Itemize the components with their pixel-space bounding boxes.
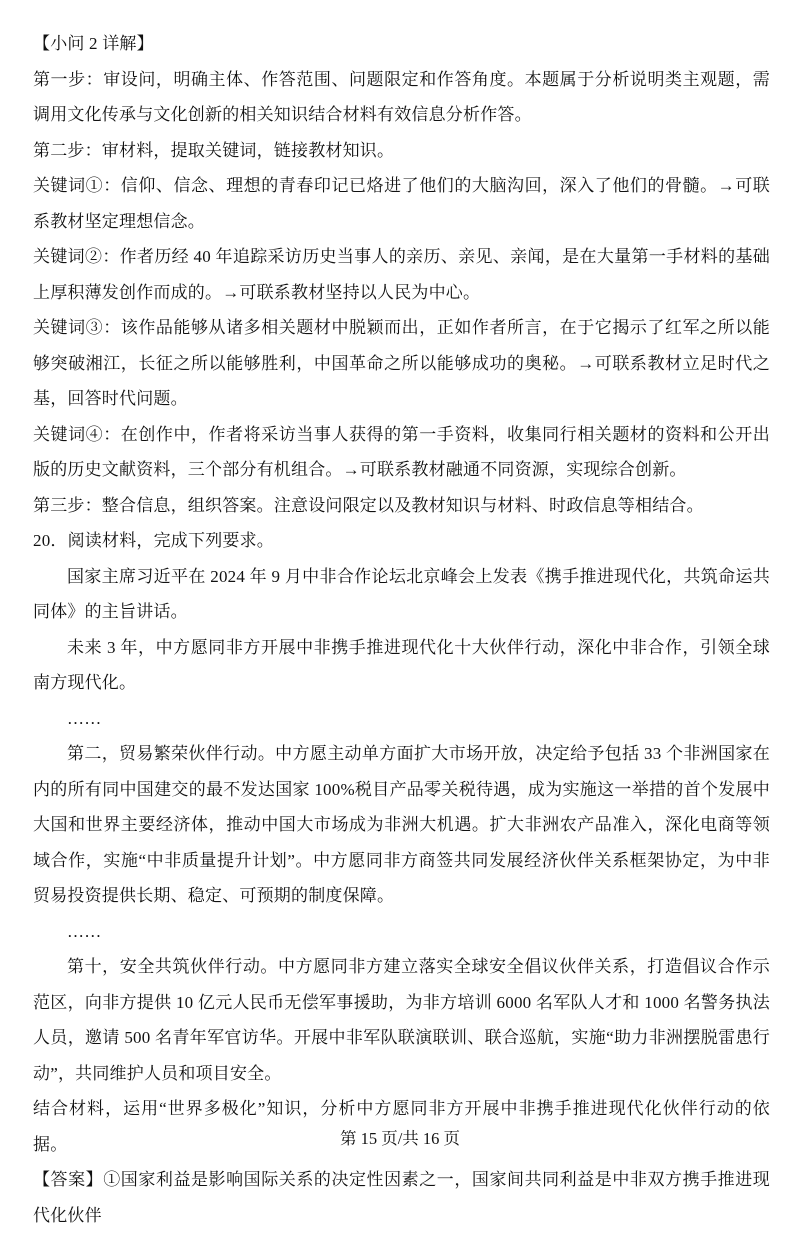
ellipsis-2: …… — [67, 921, 102, 941]
keyword4-paragraph: 关键词④：在创作中，作者将采访当事人获得的第一手资料，收集同行相关题材的资料和公开出版的历史文献资料，三个部分有机组合。→可联系教材融通不同资源，实现综合创新。 — [33, 424, 770, 479]
material-future-plan-paragraph: 未来 3 年，中方愿同非方开展中非携手推进现代化十大伙伴行动，深化中非合作，引领全球南方现代化。 — [33, 637, 770, 692]
step2-paragraph: 第二步：审材料，提取关键词，链接教材知识。 — [33, 140, 395, 160]
page-number: 第 15 页/共 16 页 — [339, 1129, 461, 1148]
material-intro-paragraph: 国家主席习近平在 2024 年 9 月中非合作论坛北京峰会上发表《携手推进现代化，共筑命运共同体》的主旨讲话。 — [33, 566, 770, 621]
step3-paragraph: 第三步：整合信息，组织答案。注意设问限定以及教材知识与材料、时政信息等相结合。 — [33, 495, 704, 515]
step1-paragraph: 第一步：审设问，明确主体、作答范围、问题限定和作答角度。本题属于分析说明类主观题，需调用文化传承与文化创新的相关知识结合材料有效信息分析作答。 — [33, 69, 770, 124]
question-20-stem: 20．阅读材料，完成下列要求。 — [33, 531, 274, 550]
keyword1-paragraph: 关键词①：信仰、信念、理想的青春印记已烙进了他们的大脑沟回，深入了他们的骨髓。→可联系教材坚定理想信念。 — [33, 176, 770, 231]
keyword2-paragraph: 关键词②：作者历经 40 年追踪采访历史当事人的亲历、亲见、亲闻，是在大量第一手材料的基础上厚积薄发创作而成的。→可联系教材坚持以人民为中心。 — [33, 247, 770, 302]
subquestion-2-heading: 【小问 2 详解】 — [33, 34, 154, 53]
document-content — [33, 26, 770, 1233]
question-requirement-paragraph: 结合材料，运用“世界多极化”知识，分析中方愿同非方开展中非携手推进现代化伙伴行动的依据。 — [33, 1099, 770, 1154]
material-security-partnership-paragraph: 第十，安全共筑伙伴行动。中方愿同非方建立落实全球安全倡议伙伴关系，打造倡议合作示范区，向非方提供 10 亿元人民币无偿军事援助，为非方培训 6000 名军队人才和 1000 名警务执法人员，邀请 500 名青年军官访华。开展中非军队联演联训、联合巡航，实施“助力非洲摆脱雷患行动”，共同维护人员和项目安全。 — [33, 957, 770, 1083]
material-trade-partnership-paragraph: 第二，贸易繁荣伙伴行动。中方愿主动单方面扩大市场开放，决定给予包括 33 个非洲国家在内的所有同中国建交的最不发达国家 100%税目产品零关税待遇，成为实施这一举措的首个发展中大国和世界主要经济体，推动中国大市场成为非洲大机遇。扩大非洲农产品准入，深化电商等领域合作，实施“中非质量提升计划”。中方愿同非方商签共同发展经济伙伴关系框架协定，为中非贸易投资提供长期、稳定、可预期的制度保障。 — [33, 744, 770, 905]
ellipsis-1: …… — [67, 708, 102, 728]
answer-paragraph: 【答案】①国家利益是影响国际关系的决定性因素之一，国家间共同利益是中非双方携手推进现代化伙伴 — [33, 1170, 770, 1225]
keyword3-paragraph: 关键词③：该作品能够从诸多相关题材中脱颖而出，正如作者所言，在于它揭示了红军之所以能够突破湘江，长征之所以能够胜利，中国革命之所以能够成功的奥秘。→可联系教材立足时代之基，回答时代问题。 — [33, 318, 770, 408]
